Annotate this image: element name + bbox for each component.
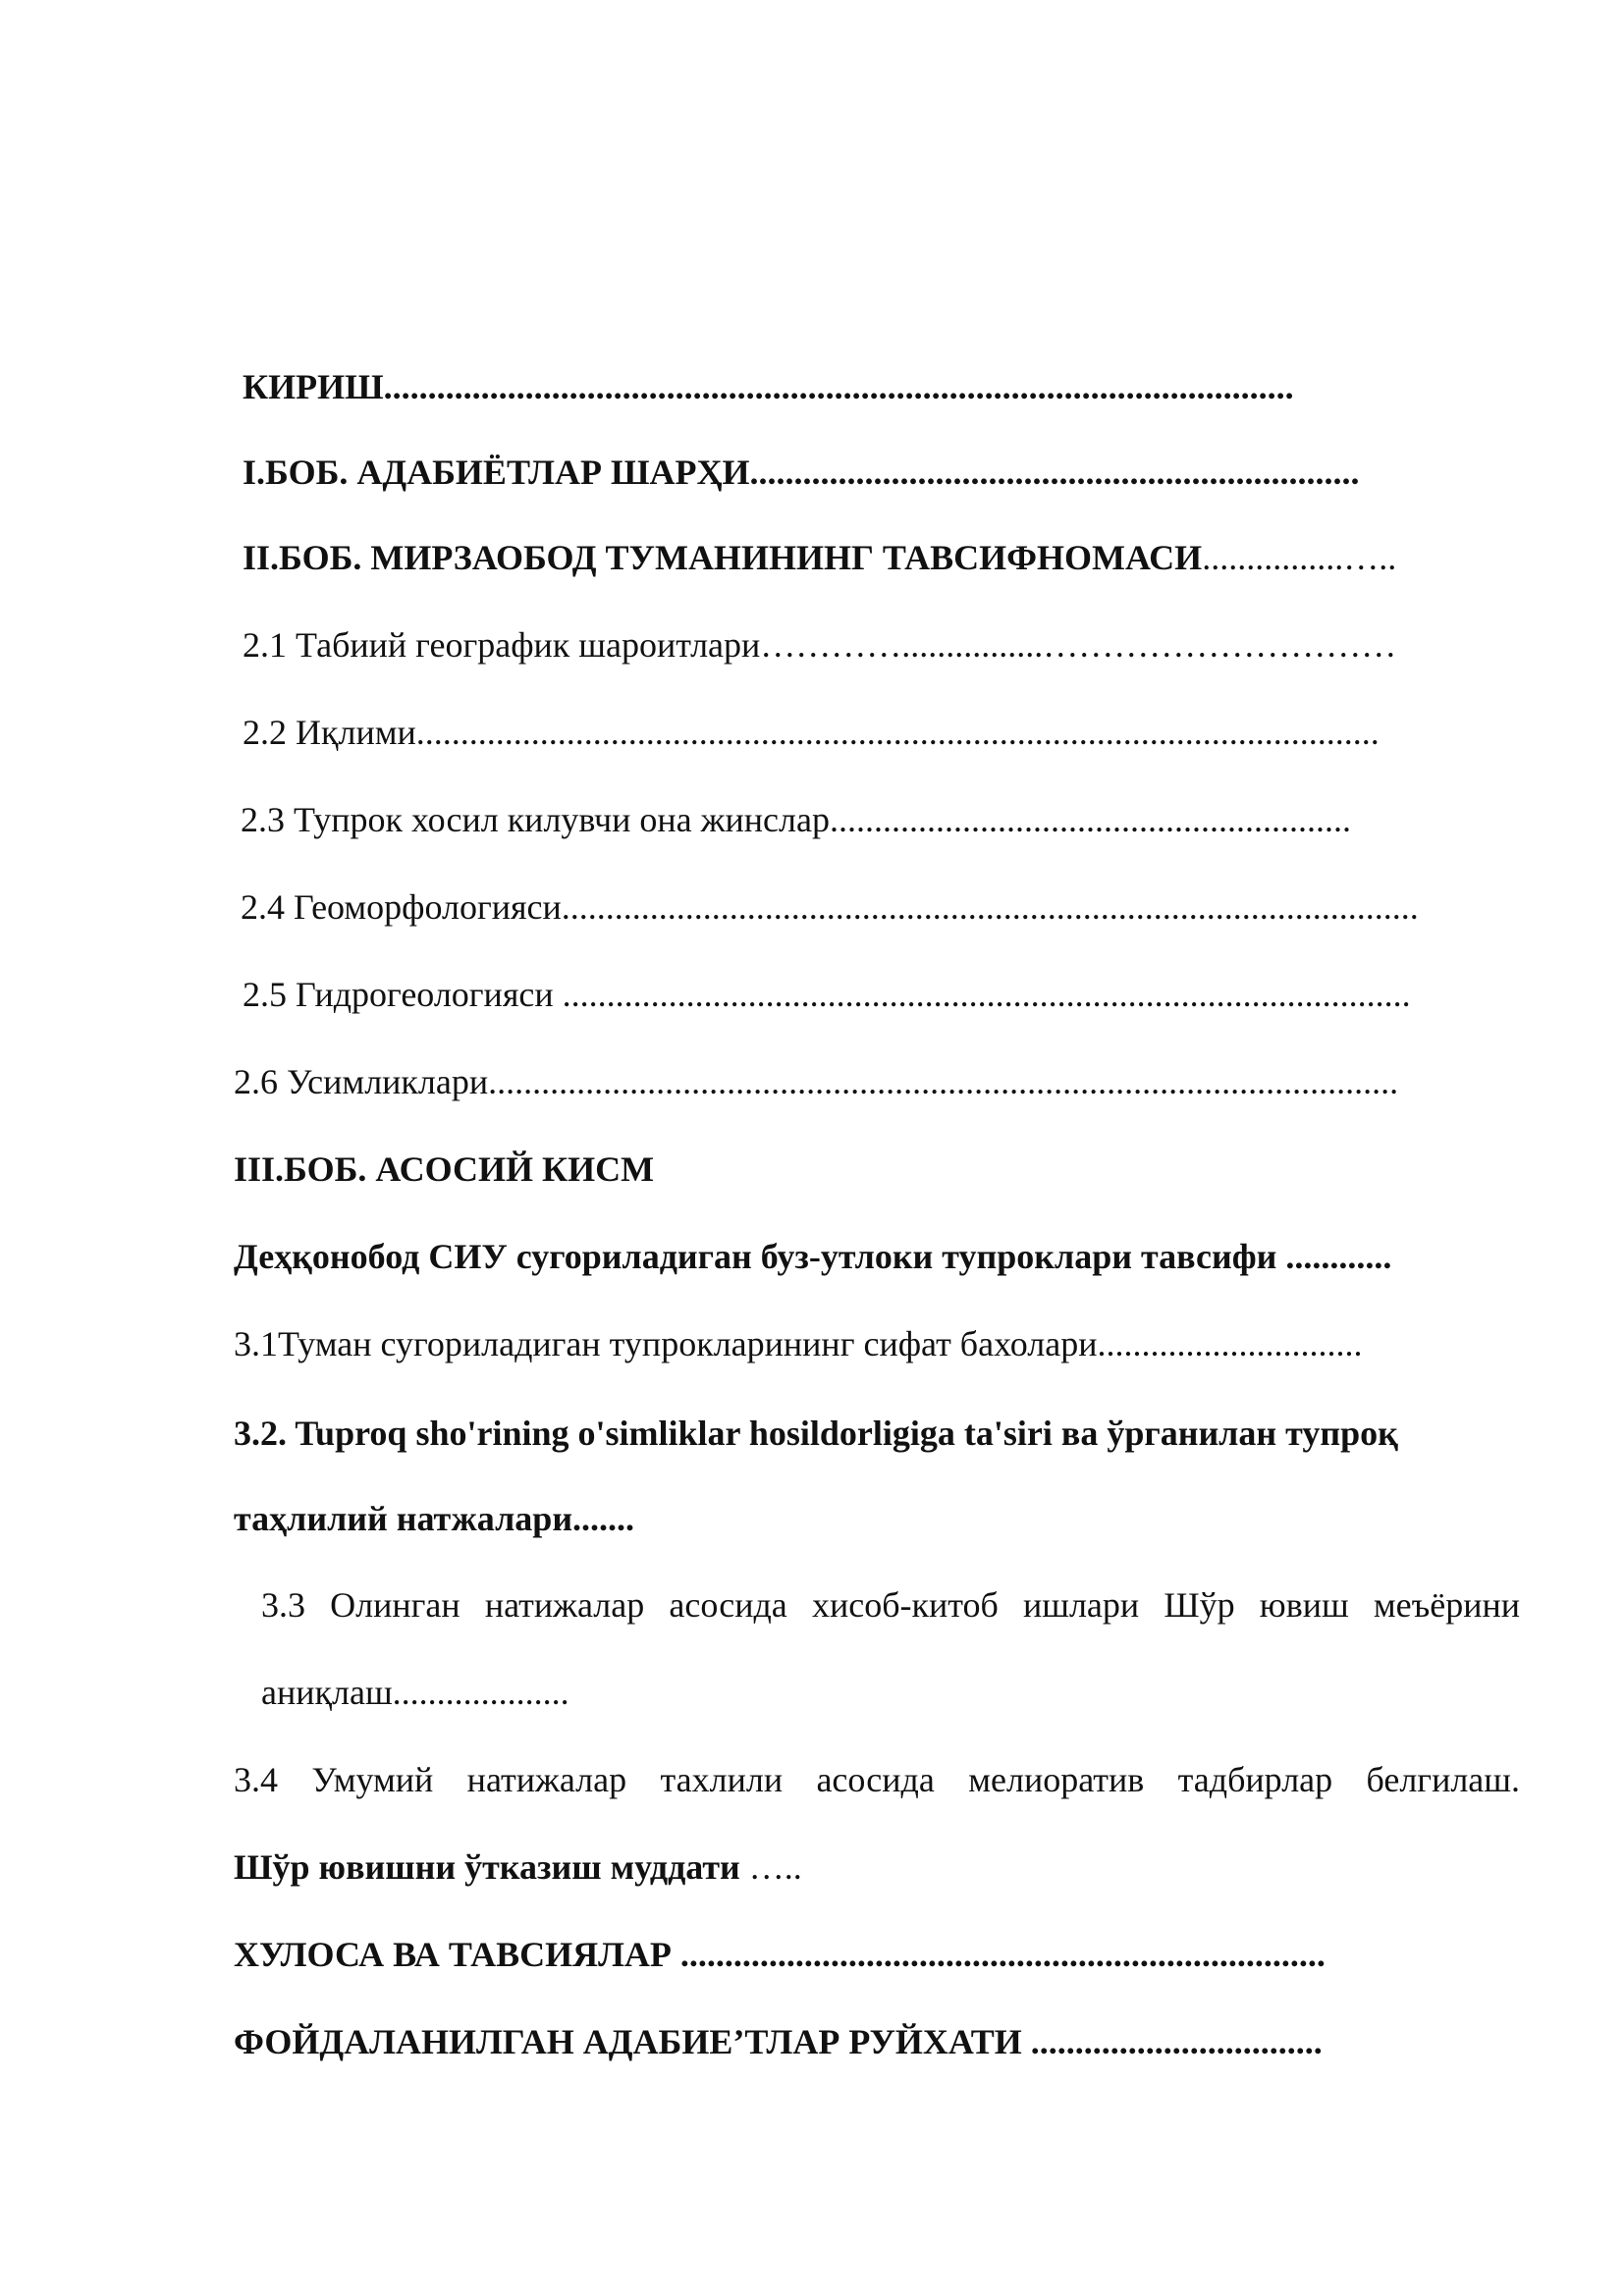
toc-entry-bob2-dots: ................….. xyxy=(1202,538,1397,577)
toc-entry-bob3: III.БОБ. АСОСИЙ КИСМ xyxy=(234,1149,655,1189)
toc-entry-3-2-line2: таҳлилий натжалари....... xyxy=(234,1499,635,1538)
toc-entry-xulosa: ХУЛОСА ВА ТАВСИЯЛАР ......................................................................... xyxy=(234,1935,1326,1974)
toc-entry-2-5: 2.5 Гидрогеологияси ................................................................................................ xyxy=(243,975,1411,1014)
toc-entry-2-3: 2.3 Тупрок хосил килувчи она жинслар........................................................... xyxy=(241,800,1351,839)
toc-entry-2-1: 2.1 Табиий географик шароитлари…………................………………………… xyxy=(243,625,1397,665)
toc-entry-kirish: КИРИШ....................................................................................................... xyxy=(243,367,1294,406)
toc-entry-3-2-line1: 3.2. Tuproq sho'rining o'simliklar hosildorligiga ta'siri ва ўрганилан тупроқ xyxy=(234,1414,1398,1453)
toc-entry-2-2: 2.2 Иқлими............................................................................................................. xyxy=(243,713,1380,752)
toc-entry-bob2-title: II.БОБ. МИРЗАОБОД ТУМАНИНИНГ ТАВСИФНОМАСИ xyxy=(243,538,1203,577)
toc-entry-3-3-line2: аниқлаш.................... xyxy=(261,1673,569,1712)
toc-entry-3-4-line2-dots: ….. xyxy=(739,1847,802,1887)
toc-entry-bob2 xyxy=(243,536,1539,579)
toc-entry-2-4: 2.4 Геоморфологияси................................................................................................. xyxy=(241,887,1419,927)
toc-entry-adabiyotlar: ФОЙДАЛАНИЛГАН АДАБИЕ’ТЛАР РУЙХАТИ ................................. xyxy=(234,2022,1323,2061)
toc-entry-bob1: I.БОБ. АДАБИЁТЛАР ШАРҲИ..................................................................... xyxy=(243,453,1360,492)
toc-entry-3-4-line2-title: Шўр ювишни ўтказиш муддати xyxy=(234,1847,740,1887)
toc-entry-3-3-line1: 3.3 Олинган натижалар асосида хисоб-китоб ишлари Шўр ювиш меъёрини xyxy=(261,1585,1520,1625)
toc-entry-bob3-subtitle: Деҳқонобод СИУ сугориладиган буз-утлоки тупроклари тавсифи ............ xyxy=(234,1237,1392,1276)
toc-entry-3-1: 3.1Туман сугориладиган тупрокларининг сифат бахолари.............................. xyxy=(234,1324,1363,1363)
toc-entry-3-4-line2 xyxy=(234,1845,1520,1889)
toc-entry-3-4-line1: 3.4 Умумий натижалар тахлили асосида мелиоратив тадбирлар белгилаш. xyxy=(234,1760,1520,1799)
toc-entry-2-6: 2.6 Усимликлари....................................................................................................... xyxy=(234,1062,1399,1101)
